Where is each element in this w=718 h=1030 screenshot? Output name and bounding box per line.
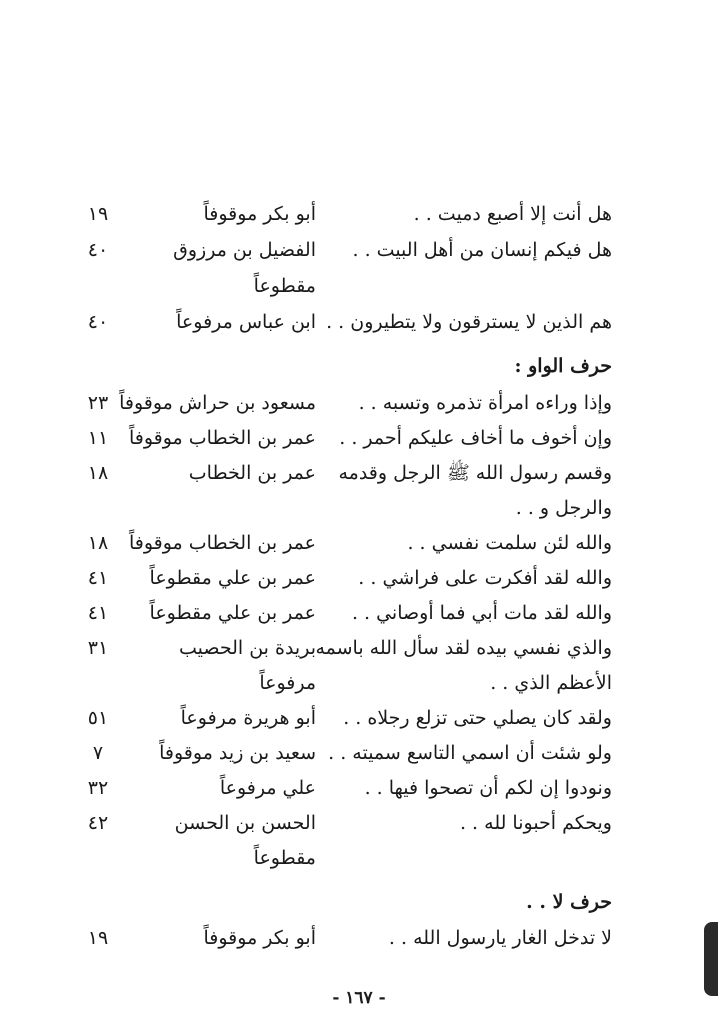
index-entry [0,525,718,561]
scan-edge-shadow [704,922,718,996]
entry-page: ١٩ [87,927,109,949]
entry-text: ولقد كان يصلي حتى تزلع رجلاه . . [343,707,612,729]
index-entry [0,420,718,456]
entry-source: عمر بن الخطاب موقوفاً [128,532,316,554]
entry-text: والرجل و . . [515,497,612,519]
entry-source: مقطوعاً [253,275,316,297]
entry-page: ٤٢ [87,812,109,834]
entry-source: بريدة بن الحصيب [178,637,316,659]
entry-page: ٤١ [87,567,109,589]
entry-source: عمر بن علي مقطوعاً [149,602,316,624]
entry-page: ٤٠ [87,239,109,261]
entry-page [66,665,130,701]
index-entry [0,232,718,268]
page-number: - ١٦٧ - [332,988,386,1008]
entry-text: لا تدخل الغار يارسول الله . . [388,927,612,949]
entry-text: وإذا وراءه امرأة تذمره وتسبه . . [358,392,612,414]
entry-source: عمر بن علي مقطوعاً [149,567,316,589]
entry-text: والله لقد مات أبي فما أوصاني . . [351,602,612,624]
entry-source: علي مرفوعاً [219,777,316,799]
entry-source: مسعود بن حراش موقوفاً [119,392,316,414]
entry-text: ونودوا إن لكم أن تصحوا فيها . . [364,777,612,799]
section-heading-waw: حرف الواو : [514,355,612,377]
entry-page: ١٩ [87,203,109,225]
entry-text: هم الذين لا يسترقون ولا يتطيرون . . [326,311,612,333]
entry-source: ابن عباس مرفوعاً [176,311,316,333]
entry-page: ٥١ [87,707,109,729]
entry-source: أبو بكر موقوفاً [203,203,316,225]
index-entry [0,700,718,736]
entry-source: الفضيل بن مرزوق [173,239,316,261]
entry-text [342,840,612,876]
entry-page: ٤٠ [87,311,109,333]
entry-text: والله لئن سلمت نفسي . . [407,532,612,554]
index-entry [0,560,718,596]
entry-page: ٣١ [87,637,109,659]
index-entry [0,920,718,956]
entry-page [66,490,130,526]
entry-source [136,490,316,526]
entry-page: ٧ [92,742,104,764]
entry-source: سعيد بن زيد موقوفاً [159,742,316,764]
index-entry-continuation [0,840,718,876]
index-entry-continuation [0,268,718,304]
entry-page: ٢٣ [87,392,109,414]
entry-text: هل فيكم إنسان من أهل البيت . . [352,239,612,261]
entry-page: ٣٢ [87,777,109,799]
entry-text: وقسم رسول الله ﷺ الرجل وقدمه [338,462,612,484]
entry-page: ١١ [87,427,109,449]
index-entry [0,385,718,421]
index-entry-continuation [0,490,718,526]
entry-text: ويحكم أحبونا لله . . [459,812,612,834]
entry-page [66,840,130,876]
entry-source: أبو هريرة مرفوعاً [180,707,316,729]
index-entry [0,805,718,841]
entry-page [66,268,130,304]
index-entry [0,595,718,631]
entry-text: الأعظم الذي . . [490,672,612,694]
entry-source: مقطوعاً [253,847,316,869]
entry-text: هل أنت إلا أصبع دميت . . [413,203,612,225]
entry-text: والذي نفسي بيده لقد سأل الله باسمه [315,637,612,659]
index-entry [0,196,718,232]
entry-page: ٤١ [87,602,109,624]
entry-text [342,268,612,304]
section-heading-la: حرف لا . . [526,891,612,913]
entry-source: عمر بن الخطاب [188,462,316,484]
entry-page: ١٨ [87,532,109,554]
index-entry-continuation [0,665,718,701]
entry-source: عمر بن الخطاب موقوفاً [128,427,316,449]
entry-page: ١٨ [87,462,109,484]
index-entry [0,304,718,340]
index-entry [0,735,718,771]
index-entry [0,770,718,806]
entry-source: مرفوعاً [259,672,316,694]
entry-source: الحسن بن الحسن [174,812,316,834]
index-entry [0,455,718,491]
entry-text: ولو شئت أن اسمي التاسع سميته . . [328,742,612,764]
entry-text: والله لقد أفكرت على فراشي . . [358,567,612,589]
entry-source: أبو بكر موقوفاً [203,927,316,949]
index-entry [0,630,718,666]
entry-text: وإن أخوف ما أخاف عليكم أحمر . . [339,427,612,449]
